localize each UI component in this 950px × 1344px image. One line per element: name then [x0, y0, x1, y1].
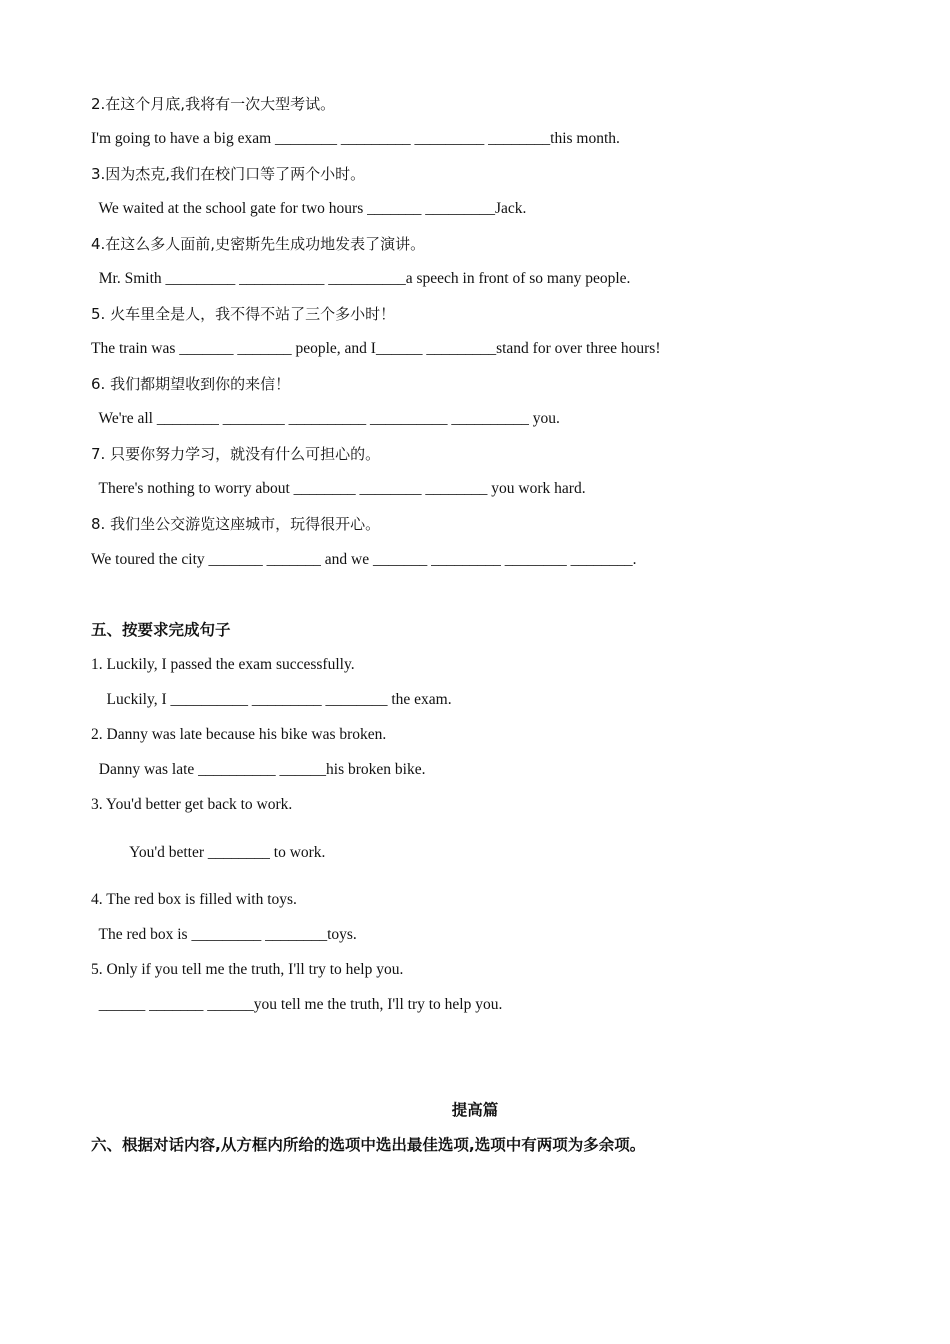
advanced-title: 提高篇	[451, 1101, 499, 1119]
s5-item-4-answer: The red box is _________ ________toys.	[91, 926, 357, 943]
section-5-heading: 五、按要求完成句子	[91, 621, 231, 639]
s5-item-3-question: 3. You'd better get back to work.	[91, 796, 293, 813]
item-4-chinese: 4.在这么多人面前,史密斯先生成功地发表了演讲。	[91, 235, 426, 253]
s5-item-2-question: 2. Danny was late because his bike was broken.	[91, 726, 387, 743]
item-3-chinese: 3.因为杰克,我们在校门口等了两个小时。	[91, 165, 366, 183]
item-3-english: We waited at the school gate for two hours _______ _________Jack.	[91, 200, 527, 217]
item-2-english: I'm going to have a big exam ________ _________ _________ ________this month.	[91, 130, 620, 147]
item-2-chinese: 2.在这个月底,我将有一次大型考试。	[91, 95, 336, 113]
item-6-english: We're all ________ ________ __________ __________ __________ you.	[91, 410, 560, 427]
s5-item-2-answer: Danny was late __________ ______his broken bike.	[91, 761, 426, 778]
item-5-english: The train was _______ _______ people, and I______ _________stand for over three hours!	[91, 340, 661, 357]
item-7-english: There's nothing to worry about ________ ________ ________ you work hard.	[91, 480, 586, 497]
s5-item-4-question: 4. The red box is filled with toys.	[91, 891, 297, 908]
s5-item-1-answer: Luckily, I __________ _________ ________ the exam.	[91, 691, 452, 708]
item-7-chinese: 7. 只要你努力学习，就没有什么可担心的。	[91, 445, 381, 463]
item-6-chinese: 6. 我们都期望收到你的来信！	[91, 375, 291, 393]
item-8-english: We toured the city _______ _______ and we _______ _________ ________ ________.	[91, 551, 637, 568]
item-4-english: Mr. Smith _________ ___________ __________a speech in front of so many people.	[91, 270, 631, 287]
s5-item-1-question: 1. Luckily, I passed the exam successfully.	[91, 656, 355, 673]
s5-item-5-answer: ______ _______ ______you tell me the truth, I'll try to help you.	[91, 996, 503, 1013]
s5-item-3-answer: You'd better ________ to work.	[91, 844, 326, 861]
item-8-chinese: 8. 我们坐公交游览这座城市，玩得很开心。	[91, 515, 381, 533]
section-6-heading: 六、根据对话内容,从方框内所给的选项中选出最佳选项,选项中有两项为多余项。	[91, 1136, 646, 1154]
s5-item-5-question: 5. Only if you tell me the truth, I'll try to help you.	[91, 961, 404, 978]
item-5-chinese: 5. 火车里全是人，我不得不站了三个多小时！	[91, 305, 396, 323]
